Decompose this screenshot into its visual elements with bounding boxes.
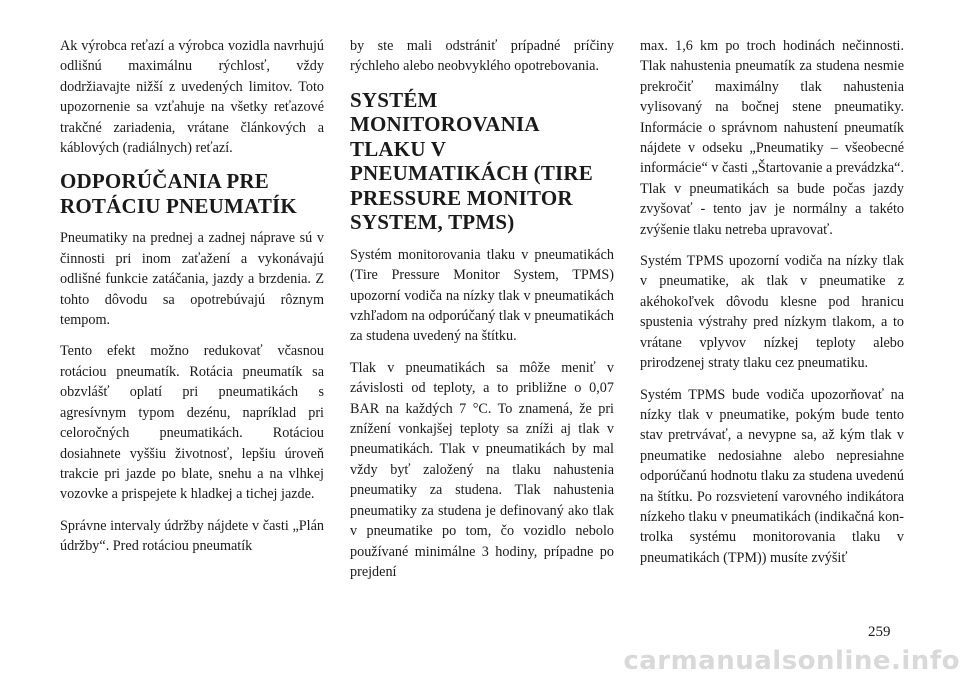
page-number: 259 [868, 624, 891, 640]
text-column-middle [350, 36, 614, 593]
paragraph: Systém TPMS bude vodiča upozorňovať na nízky tlak v pneumatike, pokým bude tento stav pretrvávať, a nevypne sa, až kým tlak v pneumatike nedosiahne alebo nepresiahne odporúčanú hodnotu tlaku za studena uvedenú na štítku. Po rozsvietení varovného indikátora nízkeho tlaku v pneumatikách (indikačná kontrolka systému monitorovania tlaku v pneumatikách (TPM)) musíte zvýšiť [640, 386, 904, 566]
paragraph: Systém monitorovania tlaku v pneumatikách (Tire Pressure Monitor System, TPMS) upozorní vodiča na nízky tlak v pneumatikách vzhľadom na odporúčaný tlak v pneumatikách za studena uvedený na štítku. [350, 246, 614, 345]
paragraph: Systém TPMS upozorní vodiča na nízky tlak v pneumatike, ak tlak v pneumatike z akéhokoľvek dôvodu klesne pod hranicu spustenia výstrahy pred nízkym tlakom, a to vrátane vplyvov nízkej teploty alebo prirodzenej straty tlaku cez pneumatiku. [640, 253, 904, 372]
paragraph: Správne intervaly údržby nájdete v časti „Plán údržby“. Pred rotáciou pneumatík [60, 517, 324, 555]
section-heading-tire-rotation: ODPORÚČANIA PRE ROTÁCIU PNEUMATÍK [60, 169, 297, 218]
section-heading-tpms: SYSTÉM MONITOROVANIA TLAKU V PNEUMATIKÁCH (TIRE PRESSURE MONITOR SYSTEM, TPMS) [350, 87, 593, 235]
paragraph: Tlak v pneumatikách sa môže meniť v závislosti od teploty, a to približne o 0,07 BAR na každých 7 °C. To znamená, že pri znížení vonkajšej teploty sa zníži aj tlak v pneumatikách. Tlak v pneumatikách by mal vždy byť založený na tlaku nahustenia pneumatiky za studena. Tlak nahustenia pneumatiky za studena je definovaný ako tlak v pneumatike po tom, čo vozidlo nebolo používané minimálne 3 hodiny, prípadne po prejdení [350, 359, 614, 580]
text-column-left [60, 36, 324, 568]
watermark: carmanualsonline.info [623, 646, 960, 676]
text-column-right [640, 36, 904, 579]
paragraph: by ste mali odstrániť prípadné príčiny rýchleho alebo neobvyklého opotrebovania. [350, 38, 614, 75]
paragraph: Tento efekt možno redukovať včasnou rotáciou pneumatík. Rotácia pneumatík sa obzvlášť oplatí pri pneumatikách s agresívnym typom dezénu, napríklad pri celoročných pneumatikách. Rotáciou dosiahnete vyššiu životnosť, lepšiu úroveň trakcie pri jazde po blate, snehu a na vlhkej vozovke a prispejete k hladkej a tichej jazde. [60, 343, 324, 503]
paragraph: Ak výrobca reťazí a výrobca vozidla navrhujú odlišnú maximálnu rýchlosť, vždy dodržiavajte nižší z uvedených limitov. Toto upozornenie sa vzťahuje na všetky reťazové trakčné zariadenia, vrátane článkových a káblových (radiálnych) reťazí. [60, 38, 324, 157]
paragraph: Pneumatiky na prednej a zadnej náprave sú v činnosti pri inom zaťažení a vykonávajú odlišné funkcie zatáčania, jazdy a brzdenia. Z tohto dôvodu sa opotrebúvajú rôznym tempom. [60, 230, 324, 329]
paragraph: max. 1,6 km po troch hodinách nečinnosti. Tlak nahustenia pneumatík za studena nesmie prekročiť maximálny tlak nahustenia vylisovaný na bočnej stene pneumatiky. Informácie o správnom nahustení pneumatík nájdete v odseku „Pneumatiky – všeobecné informácie“ v časti „Štartovanie a prevádzka“. Tlak v pneumatikách sa bude počas jazdy zvyšovať - tento jav je normálny a takéto zvýšenie tlaku netreba upravovať. [640, 38, 904, 238]
